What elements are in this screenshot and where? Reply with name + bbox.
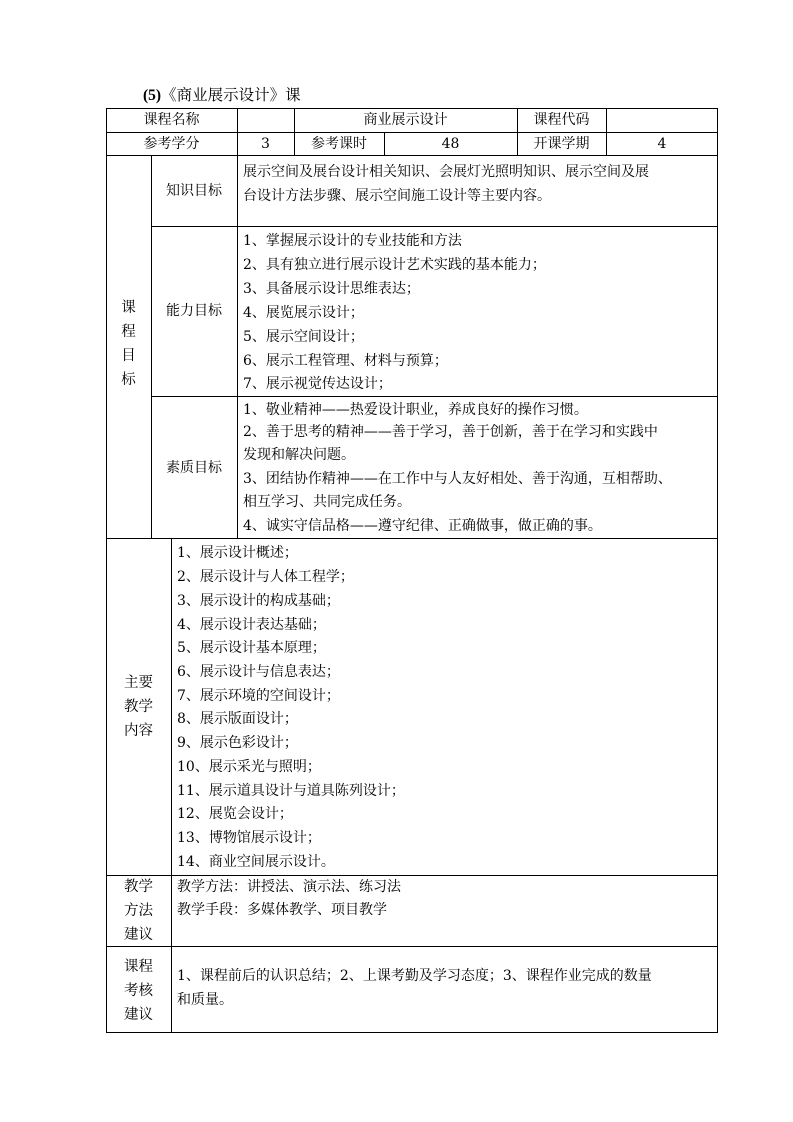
hours-label: 参考课时 (311, 136, 367, 152)
ability-goal-line: 4、展览展示设计； (243, 305, 364, 321)
term-value: 4 (657, 136, 667, 152)
assessment-label-line: 课程 (124, 959, 153, 975)
course-code-label: 课程代码 (533, 112, 590, 128)
ability-goal-line: 3、具备展示设计思维表达； (243, 281, 420, 297)
content-list-item: 8、展示版面设计； (177, 711, 298, 727)
knowledge-goal-label: 知识目标 (166, 183, 222, 199)
content-list-item: 7、展示环境的空间设计； (177, 688, 340, 704)
content-list-item: 3、展示设计的构成基础； (177, 593, 340, 609)
assessment-line: 和质量。 (177, 992, 233, 1008)
content-list-item: 13、博物馆展示设计； (177, 830, 321, 846)
quality-goal-line: 3、团结协作精神——在工作中与人友好相处、善于沟通，互相帮助、 (243, 471, 672, 487)
ability-goal-label: 能力目标 (166, 303, 222, 319)
goals-label-char: 程 (121, 324, 136, 340)
method-line: 教学方法：讲授法、演示法、练习法 (177, 879, 401, 895)
content-list-item: 9、展示色彩设计； (177, 735, 298, 751)
hours-value: 48 (441, 136, 460, 152)
ability-goal-line: 7、展示视觉传达设计； (243, 376, 392, 392)
content-list-item: 2、展示设计与人体工程学； (177, 569, 354, 585)
goals-label (106, 296, 151, 392)
content-list-item: 1、展示设计概述； (177, 545, 298, 561)
course-name-label: 课程名称 (143, 112, 200, 128)
content-list-item: 10、展示采光与照明； (177, 759, 321, 775)
goals-label-char: 目 (121, 348, 136, 364)
quality-goal-line: 发现和解决问题。 (243, 447, 355, 463)
ability-goal-line: 6、展示工程管理、材料与预算； (243, 353, 448, 369)
method-line: 教学手段：多媒体教学、项目教学 (177, 902, 387, 918)
credit-label: 参考学分 (143, 136, 200, 152)
assessment-label-line: 考核 (124, 983, 153, 999)
content-label-line: 教学 (124, 699, 153, 715)
assessment-label (106, 955, 171, 1027)
quality-goal-line: 2、善于思考的精神——善于学习，善于创新，善于在学习和实践中 (243, 424, 658, 440)
course-name-value: 商业展示设计 (363, 112, 448, 128)
content-label (106, 671, 171, 743)
ability-goal-line: 5、展示空间设计； (243, 329, 364, 345)
table-divider (151, 155, 152, 538)
content-label-line: 内容 (124, 723, 153, 739)
quality-goal-label: 素质目标 (166, 460, 222, 476)
content-list-item: 6、展示设计与信息表达； (177, 664, 340, 680)
section-heading (143, 84, 301, 107)
content-list-item: 12、展览会设计； (177, 806, 293, 822)
content-list-item: 5、展示设计基本原理； (177, 640, 326, 656)
content-list-item: 14、商业空间展示设计。 (177, 854, 335, 870)
ability-goal-line: 2、具有独立进行展示设计艺术实践的基本能力； (243, 257, 546, 273)
section-number: (5) (143, 87, 162, 104)
method-label-line: 教学 (124, 879, 153, 895)
table-divider (106, 946, 718, 947)
method-label-line: 建议 (124, 927, 153, 943)
quality-goal-line: 4、诚实守信品格——遵守纪律、正确做事，做正确的事。 (243, 518, 602, 534)
goals-label-char: 课 (121, 300, 136, 316)
credit-value: 3 (261, 136, 270, 152)
table-divider (171, 538, 172, 1033)
method-label-line: 方法 (124, 903, 153, 919)
content-list-item: 4、展示设计表达基础； (177, 617, 326, 633)
ability-goal-line: 1、掌握展示设计的专业技能和方法 (243, 233, 462, 249)
assessment-label-line: 建议 (124, 1007, 153, 1023)
method-label (106, 875, 171, 947)
assessment-line: 1、课程前后的认识总结；2、上课考勤及学习态度；3、课程作业完成的数量 (177, 968, 652, 984)
knowledge-goal-line: 台设计方法步骤、展示空间施工设计等主要内容。 (243, 188, 551, 204)
knowledge-goal-line: 展示空间及展台设计相关知识、会展灯光照明知识、展示空间及展 (243, 164, 649, 180)
content-list-item: 11、展示道具设计与道具陈列设计； (177, 783, 405, 799)
section-title: 《商业展示设计》课 (161, 86, 301, 104)
term-label: 开课学期 (533, 136, 590, 152)
quality-goal-line: 1、敬业精神——热爱设计职业，养成良好的操作习惯。 (243, 402, 588, 418)
content-label-line: 主要 (124, 675, 153, 691)
table-divider (237, 155, 238, 538)
goals-label-char: 标 (121, 372, 136, 388)
quality-goal-line: 相互学习、共同完成任务。 (243, 494, 411, 510)
